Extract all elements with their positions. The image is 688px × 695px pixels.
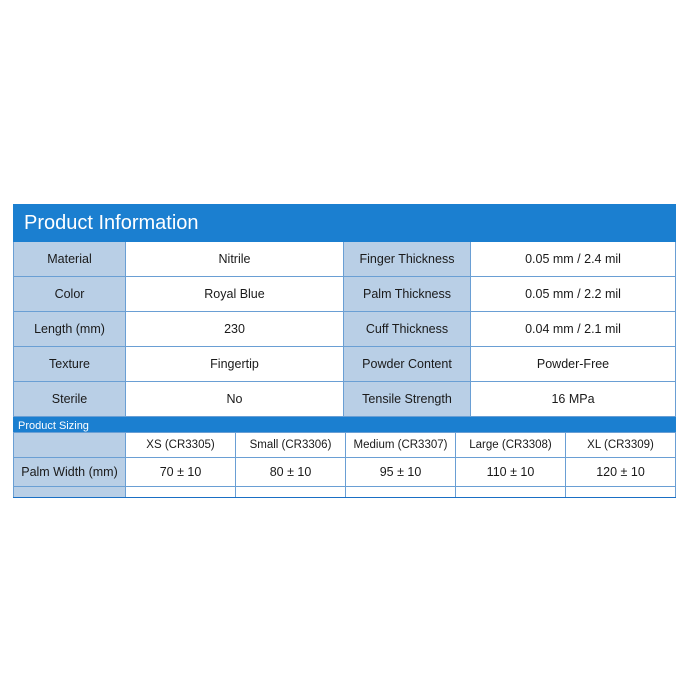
blank-cell [456, 487, 566, 498]
sizing-header-medium: Medium (CR3307) [346, 433, 456, 458]
row-value-tensile-strength: 16 MPa [471, 382, 676, 417]
page-title: Product Information [14, 205, 676, 242]
sizing-header-large: Large (CR3308) [456, 433, 566, 458]
palm-width-small: 80 ± 10 [236, 458, 346, 487]
product-information-table [13, 204, 676, 436]
row-value-color: Royal Blue [126, 277, 344, 312]
sizing-corner-cell [14, 433, 126, 458]
product-sizing-table [13, 432, 676, 498]
table-title-row [14, 205, 676, 242]
blank-cell [346, 487, 456, 498]
row-label-palm-thickness: Palm Thickness [344, 277, 471, 312]
row-label-length: Length (mm) [14, 312, 126, 347]
section-label: Product Sizing [14, 417, 676, 436]
table-row [14, 277, 676, 312]
row-value-finger-thickness: 0.05 mm / 2.4 mil [471, 242, 676, 277]
sizing-header-small: Small (CR3306) [236, 433, 346, 458]
row-value-sterile: No [126, 382, 344, 417]
table-row [14, 347, 676, 382]
row-label-color: Color [14, 277, 126, 312]
row-value-material: Nitrile [126, 242, 344, 277]
blank-label-cell [14, 487, 126, 498]
blank-cell [236, 487, 346, 498]
palm-width-xs: 70 ± 10 [126, 458, 236, 487]
row-label-sterile: Sterile [14, 382, 126, 417]
row-value-texture: Fingertip [126, 347, 344, 382]
table-row [14, 242, 676, 277]
row-label-tensile-strength: Tensile Strength [344, 382, 471, 417]
blank-cell [126, 487, 236, 498]
palm-width-medium: 95 ± 10 [346, 458, 456, 487]
table-row [14, 382, 676, 417]
blank-cell [566, 487, 676, 498]
row-label-palm-width: Palm Width (mm) [14, 458, 126, 487]
table-row [14, 312, 676, 347]
row-value-length: 230 [126, 312, 344, 347]
row-label-cuff-thickness: Cuff Thickness [344, 312, 471, 347]
table-row [14, 458, 676, 487]
row-label-powder-content: Powder Content [344, 347, 471, 382]
row-label-texture: Texture [14, 347, 126, 382]
sizing-header-row [14, 433, 676, 458]
row-value-powder-content: Powder-Free [471, 347, 676, 382]
palm-width-large: 110 ± 10 [456, 458, 566, 487]
row-label-finger-thickness: Finger Thickness [344, 242, 471, 277]
palm-width-xl: 120 ± 10 [566, 458, 676, 487]
sizing-header-xs: XS (CR3305) [126, 433, 236, 458]
row-label-material: Material [14, 242, 126, 277]
row-value-cuff-thickness: 0.04 mm / 2.1 mil [471, 312, 676, 347]
sizing-header-xl: XL (CR3309) [566, 433, 676, 458]
row-value-palm-thickness: 0.05 mm / 2.2 mil [471, 277, 676, 312]
table-row-partial [14, 487, 676, 498]
